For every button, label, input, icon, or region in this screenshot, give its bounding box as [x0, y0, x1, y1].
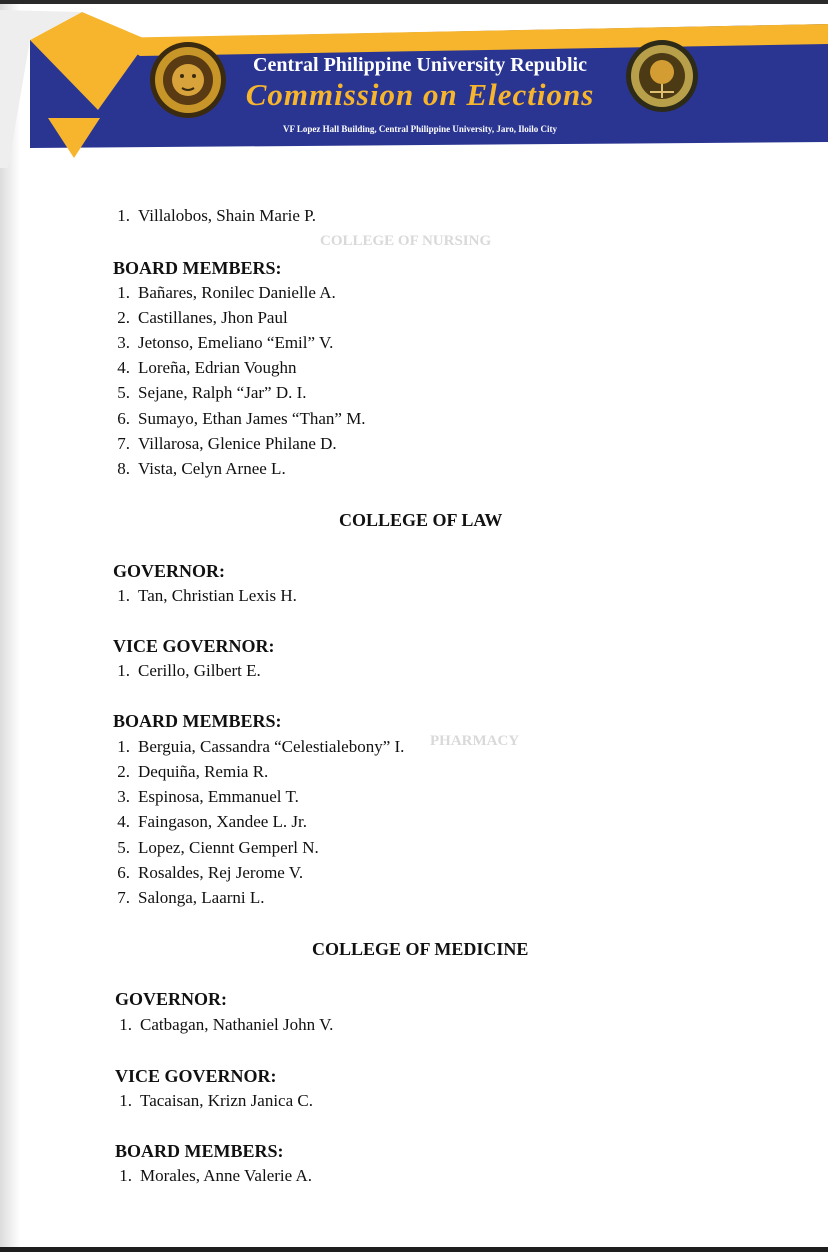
list-item: 3. Espinosa, Emmanuel T. — [117, 787, 299, 806]
vice-governor-heading: VICE GOVERNOR: — [115, 1066, 277, 1086]
list-item: 7. Villarosa, Glenice Philane D. — [117, 434, 337, 453]
list-item: 2. Dequiña, Remia R. — [117, 762, 269, 781]
list-item: 8. Vista, Celyn Arnee L. — [117, 459, 286, 478]
bleed-through-text: COLLEGE OF NURSING — [320, 233, 492, 249]
board-members-heading: BOARD MEMBERS: — [115, 1141, 284, 1161]
list-item: 1. Cerillo, Gilbert E. — [117, 661, 261, 680]
page-edge-bottom — [0, 1247, 828, 1252]
list-item: 1. Bañares, Ronilec Danielle A. — [117, 283, 336, 302]
governor-heading: GOVERNOR: — [113, 561, 225, 581]
list-item: 2. Castillanes, Jhon Paul — [117, 308, 288, 327]
list-item: 3. Jetonso, Emeliano “Emil” V. — [117, 333, 334, 352]
list-item: 5. Lopez, Ciennt Gemperl N. — [117, 838, 319, 857]
university-name: Central Philippine University Republic — [253, 54, 587, 76]
cpu-seal-icon — [150, 42, 226, 118]
governor-heading: GOVERNOR: — [115, 989, 227, 1009]
section-title-law: COLLEGE OF LAW — [339, 510, 503, 530]
section-title-medicine: COLLEGE OF MEDICINE — [312, 939, 529, 959]
list-item: 1. Berguia, Cassandra “Celestialebony” I. — [117, 737, 405, 756]
list-item: 1. Tan, Christian Lexis H. — [117, 586, 297, 605]
list-item: 6. Rosaldes, Rej Jerome V. — [117, 863, 304, 882]
comelec-seal-icon — [626, 40, 698, 112]
list-item: 5. Sejane, Ralph “Jar” D. I. — [117, 383, 307, 402]
vice-governor-heading: VICE GOVERNOR: — [113, 636, 275, 656]
list-item: 4. Loreña, Edrian Voughn — [117, 358, 297, 377]
board-members-heading: BOARD MEMBERS: — [113, 711, 282, 731]
office-address: VF Lopez Hall Building, Central Philippine University, Jaro, Iloilo City — [282, 124, 558, 134]
bleed-through-text: PHARMACY — [430, 733, 520, 749]
page-fold-shadow — [0, 0, 20, 1252]
list-item: 7. Salonga, Laarni L. — [117, 888, 265, 907]
list-item: 4. Faingason, Xandee L. Jr. — [117, 812, 308, 831]
list-item: 1. Villalobos, Shain Marie P. — [117, 206, 316, 225]
list-item: 1. Tacaisan, Krizn Janica C. — [119, 1091, 313, 1110]
list-item: 1. Morales, Anne Valerie A. — [119, 1166, 313, 1185]
board-members-heading: BOARD MEMBERS: — [113, 258, 282, 278]
list-item: 6. Sumayo, Ethan James “Than” M. — [117, 409, 366, 428]
commission-name: Commission on Elections — [245, 77, 595, 112]
list-item: 1. Catbagan, Nathaniel John V. — [119, 1015, 334, 1034]
